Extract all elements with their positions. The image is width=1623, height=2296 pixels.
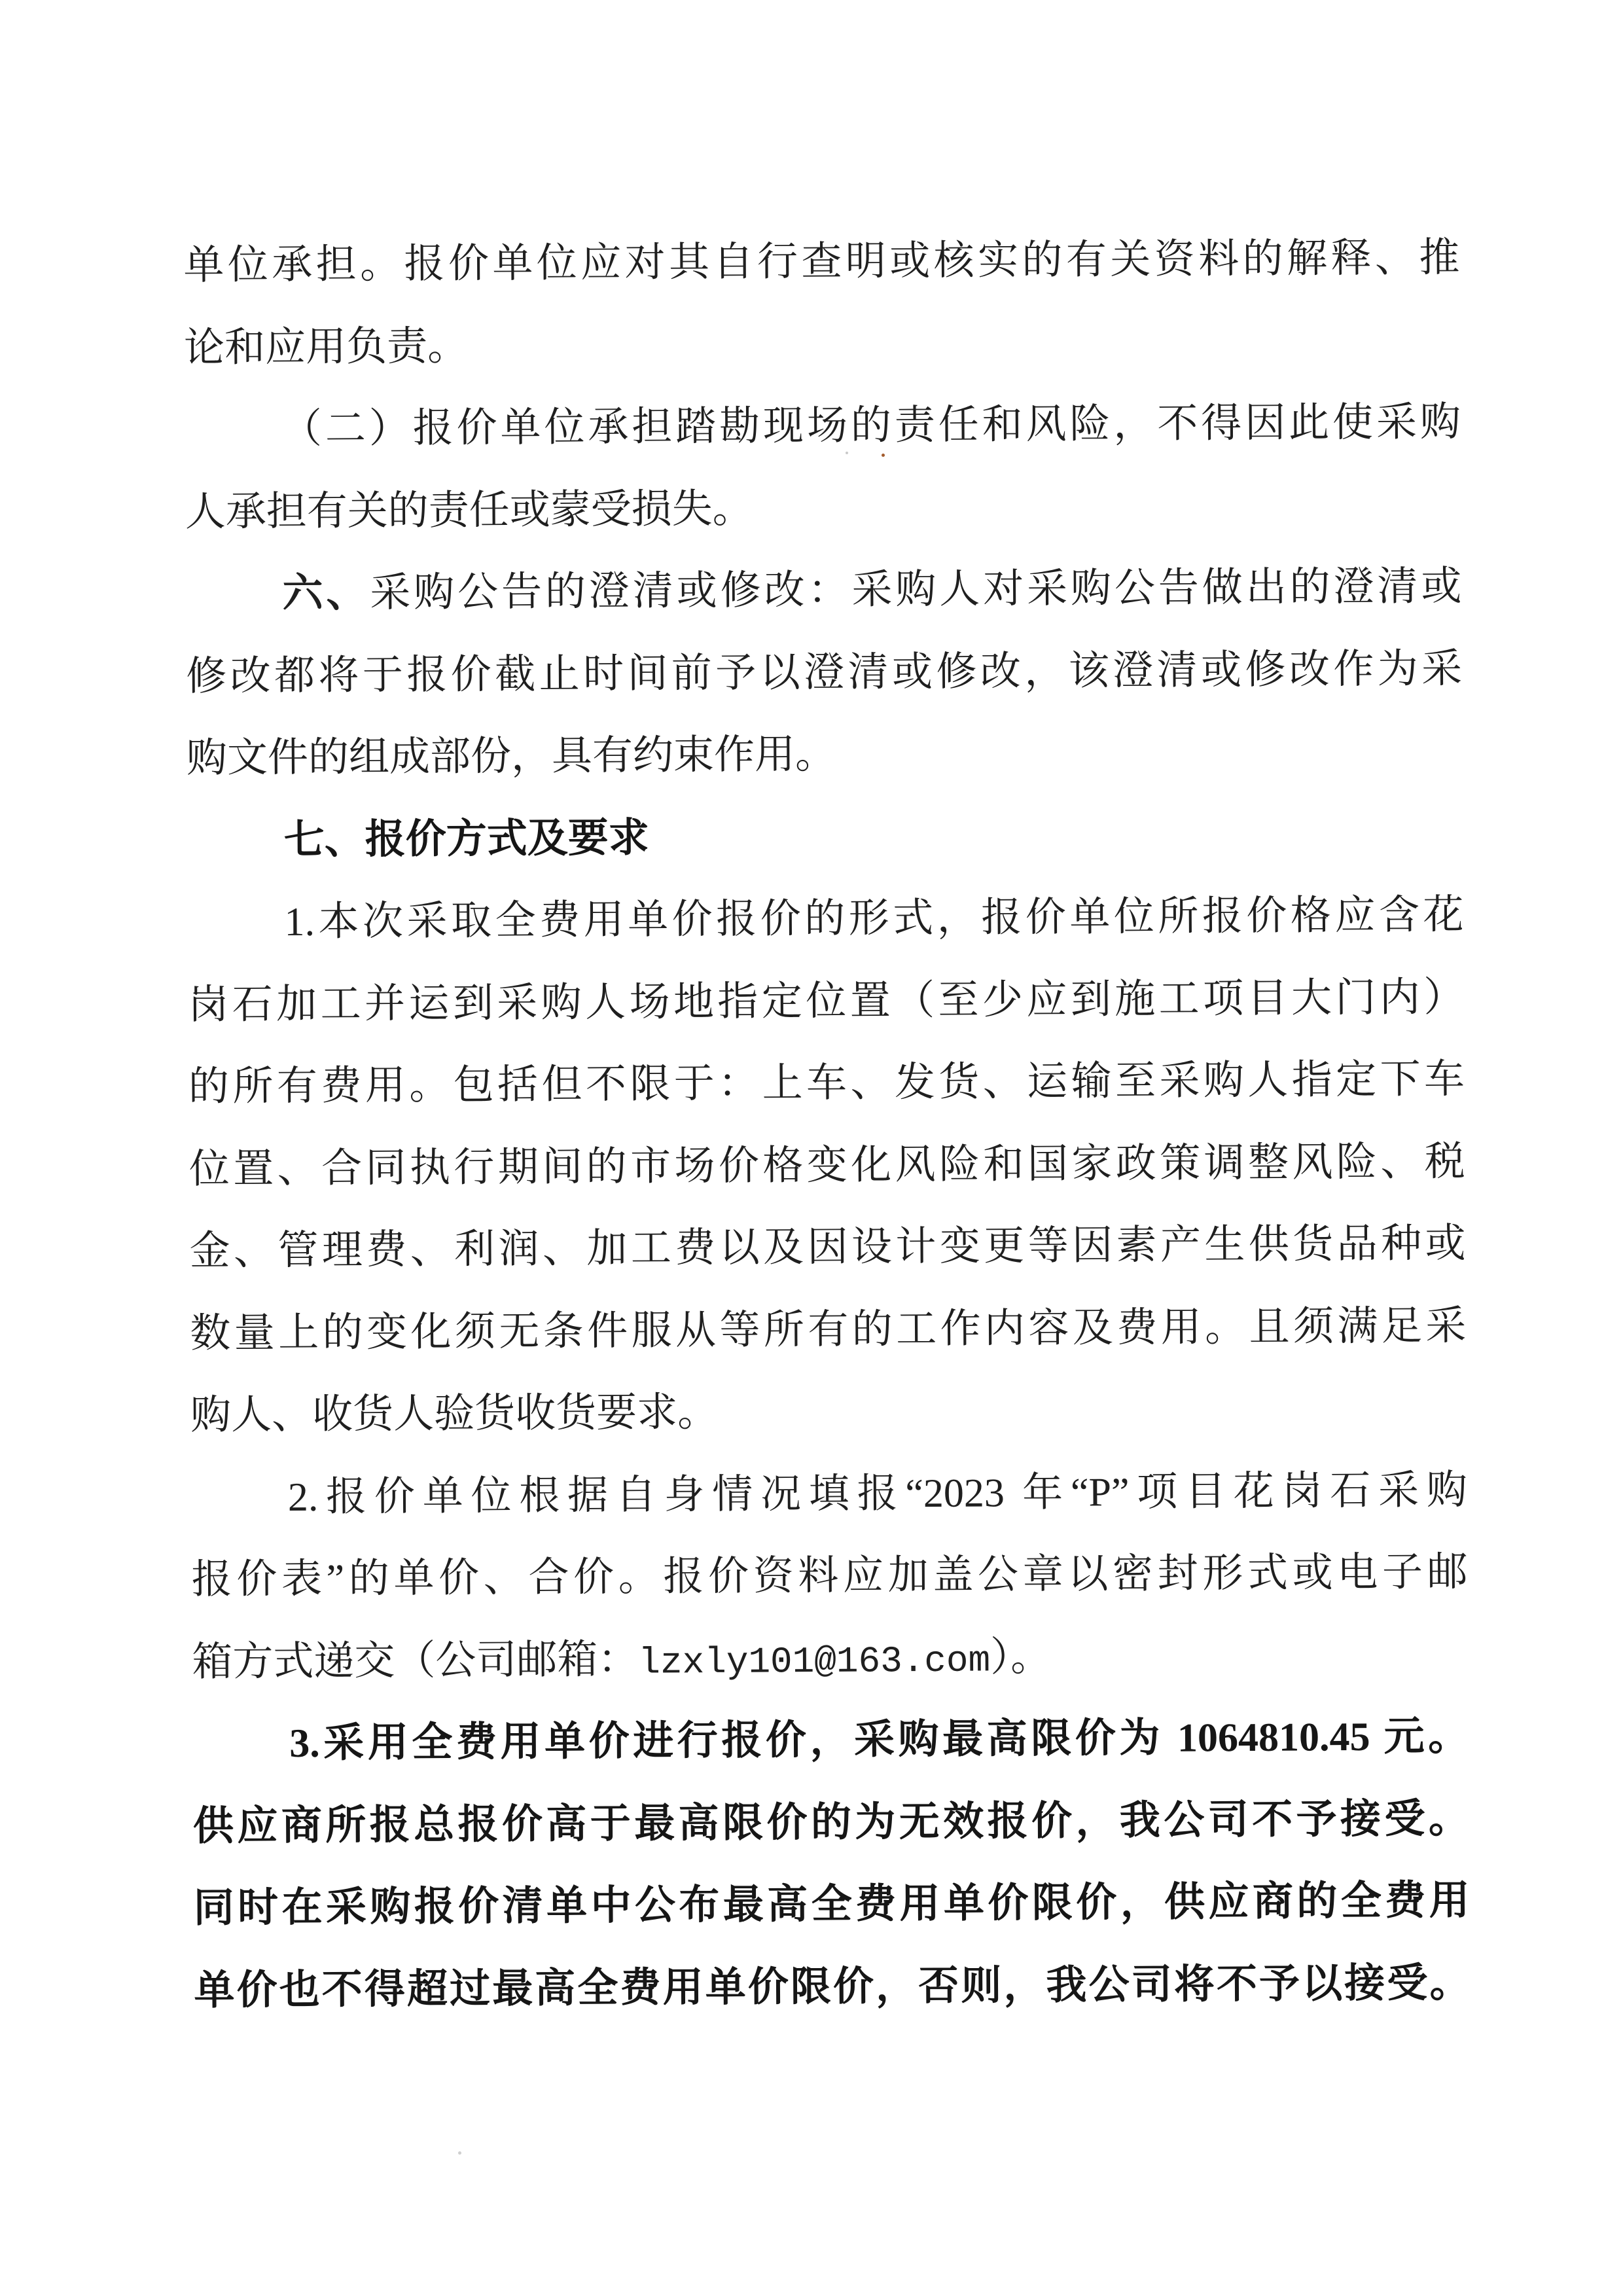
para4-line1 [187, 874, 1464, 964]
document-text [183, 217, 1471, 2032]
latin-text-segment: lzxly101@163.com [638, 1639, 991, 1684]
cjk-text-segment: 论和应用负责。 [183, 323, 469, 370]
cjk-text-segment: ）。 [990, 1634, 1052, 1679]
latin-text-segment: 1064810.45 [1177, 1714, 1370, 1761]
para4-line2 [188, 957, 1465, 1047]
para4-line3 [188, 1039, 1465, 1128]
para6-line1 [192, 1696, 1469, 1785]
para3-line1 [185, 546, 1462, 636]
cjk-text-segment: 位置、合同执行期间的市场价格变化风险和国家政策调整风险、税 [188, 1139, 1466, 1192]
cjk-text-segment: 七、报价方式及要求 [283, 816, 649, 863]
para1-line1 [183, 217, 1460, 307]
latin-text-segment: 1. [284, 899, 315, 945]
cjk-text-segment: 元。 [1370, 1714, 1469, 1759]
cjk-text-segment: 箱方式递交（公司邮箱： [192, 1637, 639, 1685]
cjk-text-segment: 岗石加工并运到采购人场地指定位置（至少应到施工项目大门内） [188, 975, 1465, 1028]
para4-line5 [189, 1203, 1466, 1293]
cjk-text-segment: 同时在采购报价清单中公布最高全费用单价限价，供应商的全费用 [193, 1878, 1470, 1931]
cjk-text-segment: ”项目花岗石采购 [1111, 1467, 1468, 1515]
cjk-text-segment: 单位承担。报价单位应对其自行查明或核实的有关资料的解释、推 [183, 236, 1460, 288]
cjk-text-segment: 人承担有关的责任或蒙受损失。 [185, 486, 753, 535]
cjk-text-segment: 报价单位根据自身情况填报“ [318, 1471, 924, 1520]
cjk-text-segment: 采购公告的澄清或修改：采购人对采购公告做出的澄清或 [370, 564, 1462, 616]
para2-line2 [185, 464, 1461, 554]
cjk-text-segment: （二）报价单位承担踏勘现场的责任和风险，不得因此使采购 [281, 400, 1461, 452]
scan-speck-orange [882, 454, 885, 457]
para5-line2 [191, 1532, 1468, 1621]
para3-line2 [186, 628, 1463, 718]
cjk-text-segment: 的所有费用。包括但不限于：上车、发货、运输至采购人指定下车 [188, 1057, 1465, 1109]
cjk-text-segment: 本次采取全费用单价报价的形式，报价单位所报价格应含花 [314, 893, 1464, 944]
para6-line3 [193, 1860, 1470, 1950]
latin-text-segment: 2023 [923, 1470, 1005, 1516]
cjk-text-segment: 采用全费用单价进行报价，采购最高限价为 [319, 1715, 1178, 1766]
cjk-text-segment: 六、 [282, 571, 370, 617]
heading-7 [187, 793, 1463, 882]
scan-speck-gray [846, 452, 848, 454]
para4-line6 [190, 1285, 1467, 1375]
cjk-text-segment: 供应商所报总报价高于最高限价的为无效报价，我公司不予接受。 [192, 1796, 1470, 1849]
cjk-text-segment: 购人、收货人验货收货要求。 [190, 1390, 719, 1438]
para2-line1 [185, 382, 1461, 471]
para3-line3 [187, 710, 1463, 800]
para6-line4 [194, 1942, 1471, 2032]
latin-text-segment: P [1088, 1469, 1112, 1515]
para6-line2 [193, 1778, 1470, 1867]
cjk-text-segment: 购文件的组成部份，具有约束作用。 [186, 732, 836, 781]
cjk-text-segment: 修改都将于报价截止时间前予以澄清或修改，该澄清或修改作为采 [186, 646, 1463, 699]
cjk-text-segment: 年“ [1004, 1470, 1089, 1515]
scan-speck-bottom [458, 2151, 461, 2155]
cjk-text-segment: 单价也不得超过最高全费用单价限价，否则，我公司将不予以接受。 [194, 1960, 1471, 2013]
latin-text-segment: 3. [289, 1721, 320, 1767]
para4-line4 [188, 1121, 1465, 1211]
para1-line2 [184, 300, 1461, 389]
para5-line1 [191, 1450, 1468, 1539]
para5-line3 [192, 1614, 1469, 1704]
latin-text-segment: 2. [287, 1475, 319, 1520]
cjk-text-segment: 金、管理费、利润、加工费以及因设计变更等因素产生供货品种或 [189, 1221, 1466, 1274]
cjk-text-segment: 报价表”的单价、合价。报价资料应加盖公章以密封形式或电子邮 [191, 1550, 1468, 1602]
cjk-text-segment: 数量上的变化须无条件服从等所有的工作内容及费用。且须满足采 [190, 1303, 1467, 1356]
para4-line7 [190, 1367, 1467, 1457]
